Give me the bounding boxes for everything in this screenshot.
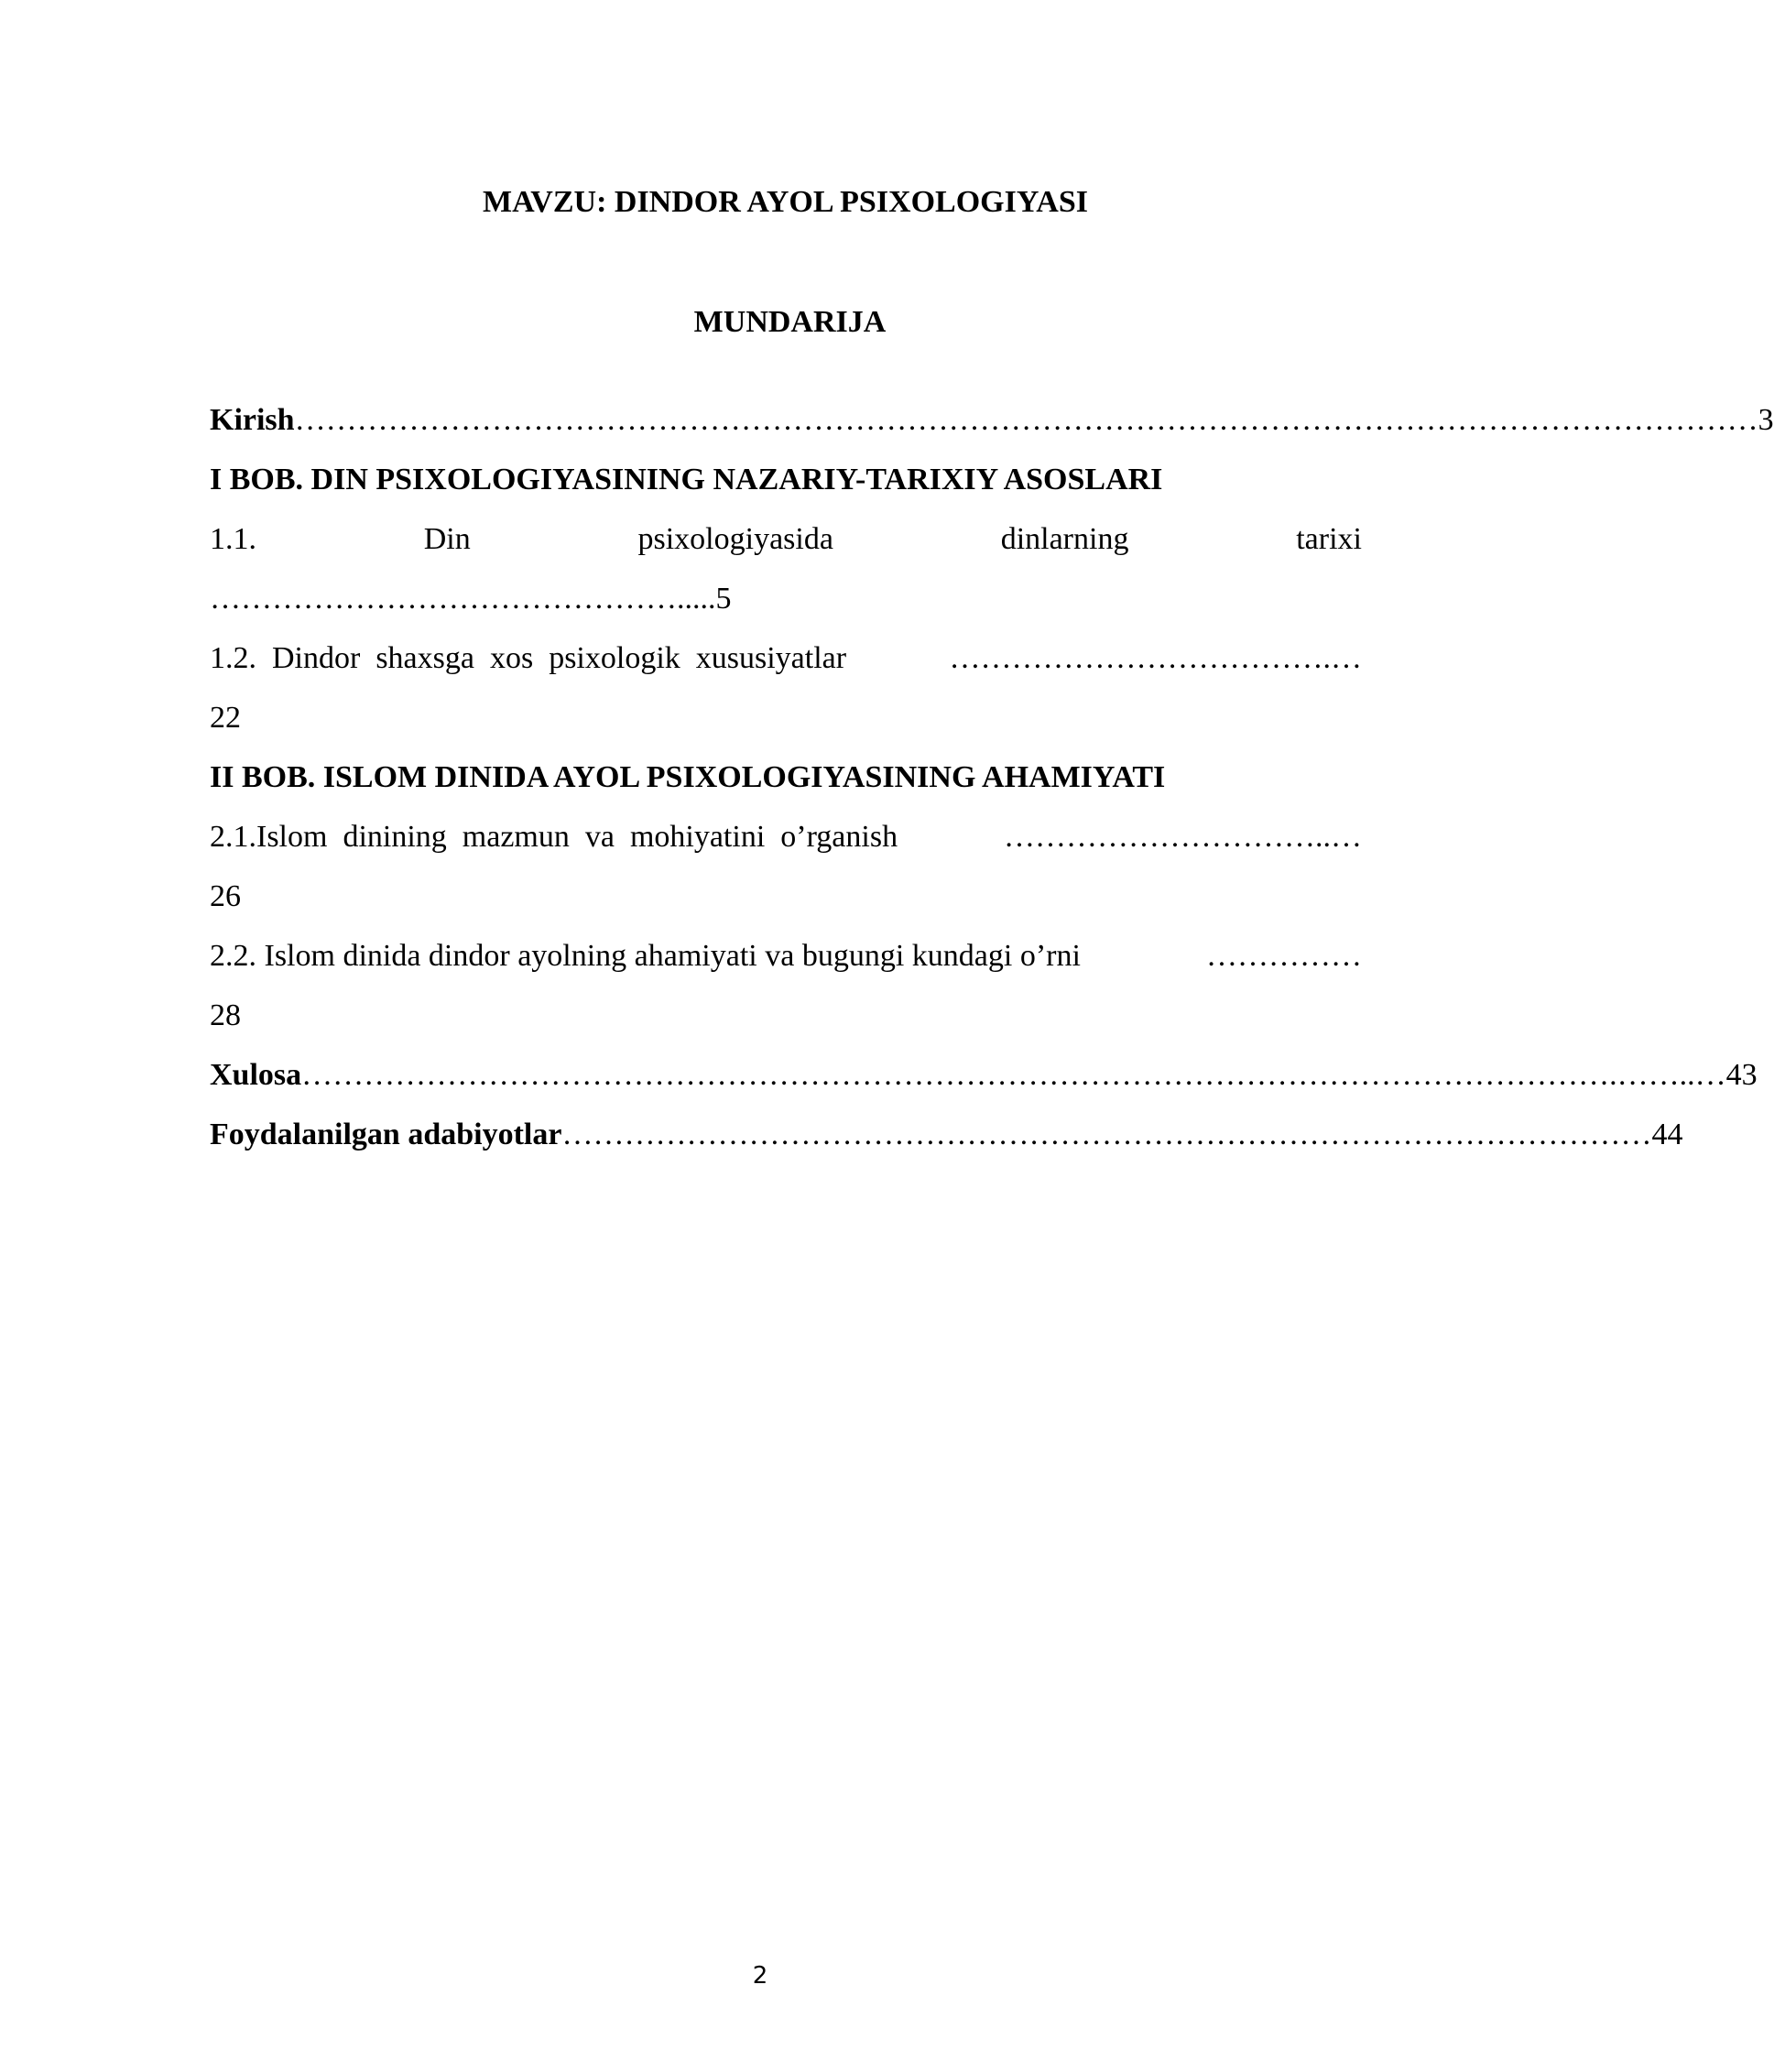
toc-entry-label: 1.2. Dindor shaxsga xos psixologik xususiyatlar <box>210 641 847 675</box>
toc-page-number: 26 <box>210 879 241 913</box>
toc-entry-2-1[interactable] <box>210 819 1362 856</box>
toc-leader-dots: …………… <box>1206 939 1362 973</box>
toc-entry-label: Foydalanilgan adabiyotlar <box>210 1118 562 1151</box>
toc-page-number: 28 <box>210 998 241 1032</box>
toc-entry-1-2[interactable] <box>210 640 1362 677</box>
page-number: 2 <box>752 1962 768 1990</box>
toc-chapter-1[interactable]: I BOB. DIN PSIXOLOGIYASINING NAZARIY-TARIXIY ASOSLARI <box>210 463 1163 496</box>
toc-word: 1.1. <box>210 522 256 556</box>
toc-page-number: 44 <box>1651 1118 1683 1151</box>
toc-word: dinlarning <box>1000 522 1129 556</box>
toc-entry-label: 2.1.Islom dinining mazmun va mohiyatini o’rganish <box>210 820 898 854</box>
toc-chapter-2[interactable]: II BOB. ISLOM DINIDA AYOL PSIXOLOGIYASINING AHAMIYATI <box>210 760 1166 794</box>
toc-leader-dots: …………………………..… <box>1004 820 1362 854</box>
toc-entry-label: 2.2. Islom dinida dindor ayolning ahamiyati va bugungi kundagi o’rni <box>210 939 1081 973</box>
toc-entry-1-1[interactable] <box>210 521 1362 558</box>
toc-leader-dots: ……………………………………………………………………………………………………………….……..… <box>301 1058 1726 1092</box>
toc-page-number: 43 <box>1725 1058 1758 1092</box>
toc-leader-dots: ………………………………………..... <box>210 582 716 616</box>
toc-entry-conclusion[interactable] <box>210 1057 1758 1094</box>
toc-leader-dots: ……………………………….… <box>949 641 1362 675</box>
toc-page-number: 3 <box>1758 403 1774 437</box>
toc-page-number: 5 <box>715 582 732 616</box>
toc-page-number: 22 <box>210 701 241 735</box>
toc-entry-label: Xulosa <box>210 1058 302 1092</box>
toc-word: psixologiyasida <box>637 522 833 556</box>
toc-title: MUNDARIJA <box>693 305 887 339</box>
toc-leader-dots: …………………………………………………………………………………………… <box>561 1118 1652 1151</box>
toc-word: tarixi <box>1296 522 1362 556</box>
toc-entry-2-2[interactable] <box>210 938 1362 975</box>
toc-word: Din <box>423 522 471 556</box>
toc-entry-references[interactable] <box>210 1117 1683 1153</box>
toc-entry-label: Kirish <box>210 403 295 437</box>
toc-entry-intro[interactable] <box>210 402 1774 439</box>
toc-entry-1-1-continuation <box>210 581 1362 617</box>
toc-leader-dots: …………………………………………………………………………………………………………………………… <box>294 403 1758 437</box>
theme-title: MAVZU: DINDOR AYOL PSIXOLOGIYASI <box>483 185 1088 219</box>
